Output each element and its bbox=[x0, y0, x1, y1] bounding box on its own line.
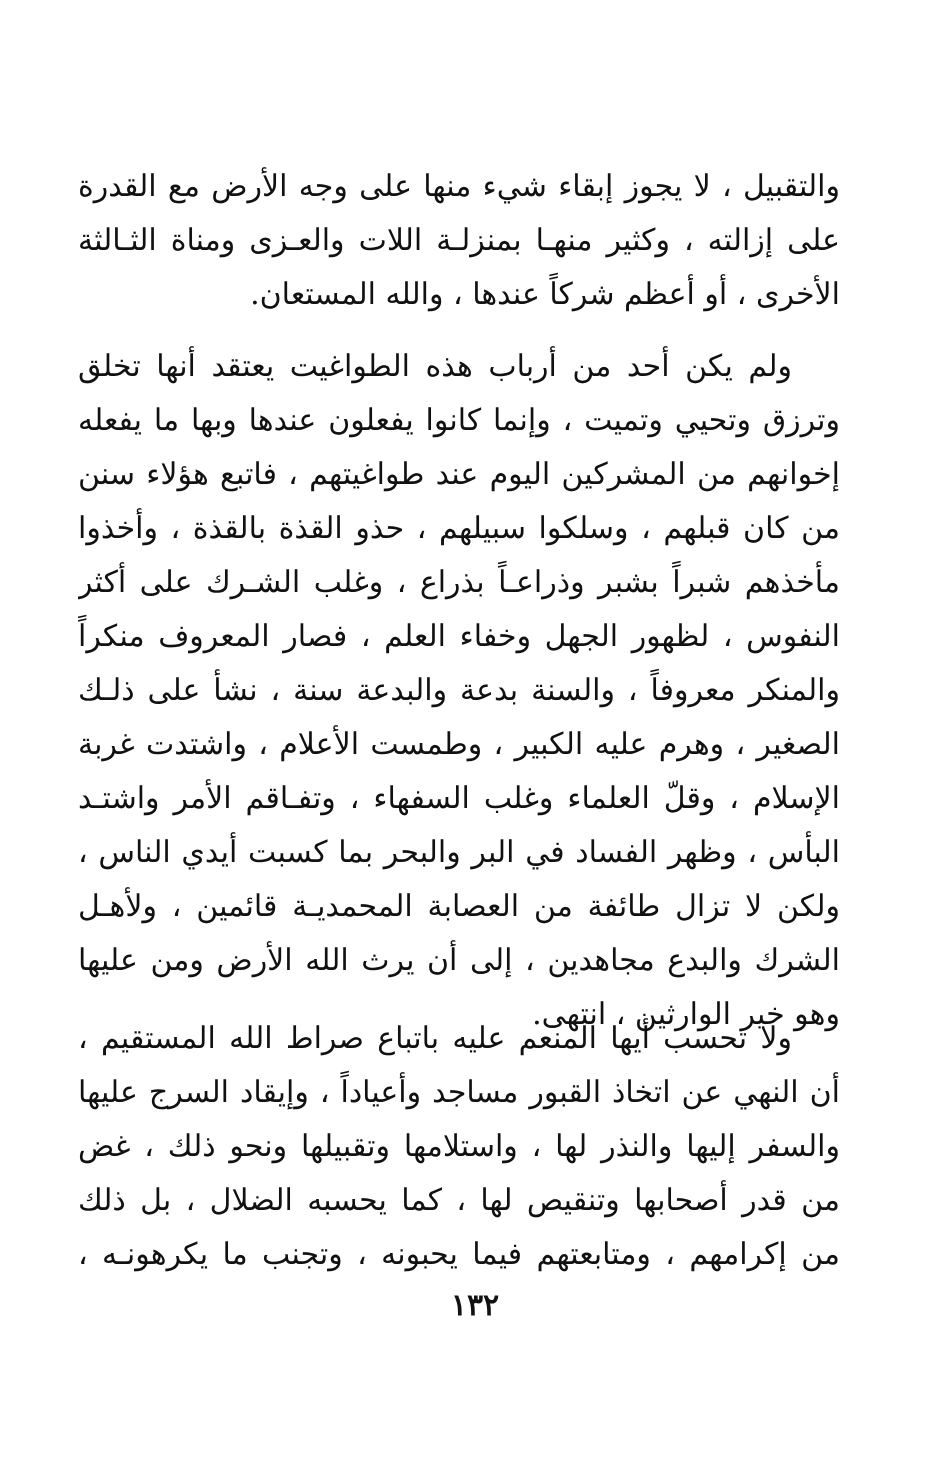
text-line: والسفر إليها والنذر لها ، واستلامها وتقبيلها ونحو ذلك ، غض bbox=[78, 1129, 840, 1164]
text-line: الصغير ، وهرم عليه الكبير ، وطمست الأعلام ، واشتدت غربة bbox=[78, 727, 840, 762]
text-line: أن النهي عن اتخاذ القبور مساجد وأعياداً ، وإيقاد السرج عليها bbox=[78, 1075, 840, 1110]
text-line: من كان قبلهم ، وسلكوا سبيلهم ، حذو القذة بالقذة ، وأخذوا bbox=[78, 511, 840, 546]
text-line: ولكن لا تزال طائفة من العصابة المحمديـة قائمين ، ولأهـل bbox=[78, 889, 840, 924]
text-line: الإسلام ، وقلّ العلماء وغلب السفهاء ، وتفـاقم الأمر واشتـد bbox=[78, 781, 840, 816]
text-line: إخوانهم من المشركين اليوم عند طواغيتهم ، فاتبع هؤلاء سنن bbox=[78, 457, 840, 492]
paragraph-1 bbox=[78, 160, 840, 322]
text-line: على إزالته ، وكثير منهـا بمنزلـة اللات والعـزى ومناة الثـالثة bbox=[78, 223, 840, 258]
text-line: ولا تحسب أيها المنعم عليه باتباع صراط الله المستقيم ، bbox=[78, 1021, 792, 1056]
text-line: من إكرامهم ، ومتابعتهم فيما يحبونه ، وتجنب ما يكرهونـه ، bbox=[78, 1237, 840, 1272]
text-line: البأس ، وظهر الفساد في البر والبحر بما كسبت أيدي الناس ، bbox=[78, 835, 840, 870]
text-line: النفوس ، لظهور الجهل وخفاء العلم ، فصار المعروف منكراً bbox=[78, 619, 840, 654]
text-line: من قدر أصحابها وتنقيص لها ، كما يحسبه الضلال ، بل ذلك bbox=[78, 1183, 840, 1218]
text-line: والمنكر معروفاً ، والسنة بدعة والبدعة سنة ، نشأ على ذلـك bbox=[78, 673, 840, 708]
paragraph-2 bbox=[78, 340, 840, 1042]
text-line: مأخذهم شبراً بشبر وذراعـاً بذراع ، وغلب الشـرك على أكثر bbox=[78, 565, 840, 600]
paragraph-3 bbox=[78, 1012, 840, 1282]
page-number: ١٣٢ bbox=[450, 1288, 500, 1323]
text-line: ولم يكن أحد من أرباب هذه الطواغيت يعتقد أنها تخلق bbox=[78, 349, 792, 384]
text-line: والتقبيل ، لا يجوز إبقاء شيء منها على وجه الأرض مع القدرة bbox=[78, 169, 840, 204]
text-line: الشرك والبدع مجاهدين ، إلى أن يرث الله الأرض ومن عليها bbox=[78, 943, 840, 978]
text-line: وترزق وتحيي وتميت ، وإنما كانوا يفعلون عندها وبها ما يفعله bbox=[78, 403, 840, 438]
text-line: الأخرى ، أو أعظم شركاً عندها ، والله المستعان. bbox=[250, 277, 840, 312]
text-line: وهو خير الوارثين ، انتهى. bbox=[532, 997, 840, 1032]
